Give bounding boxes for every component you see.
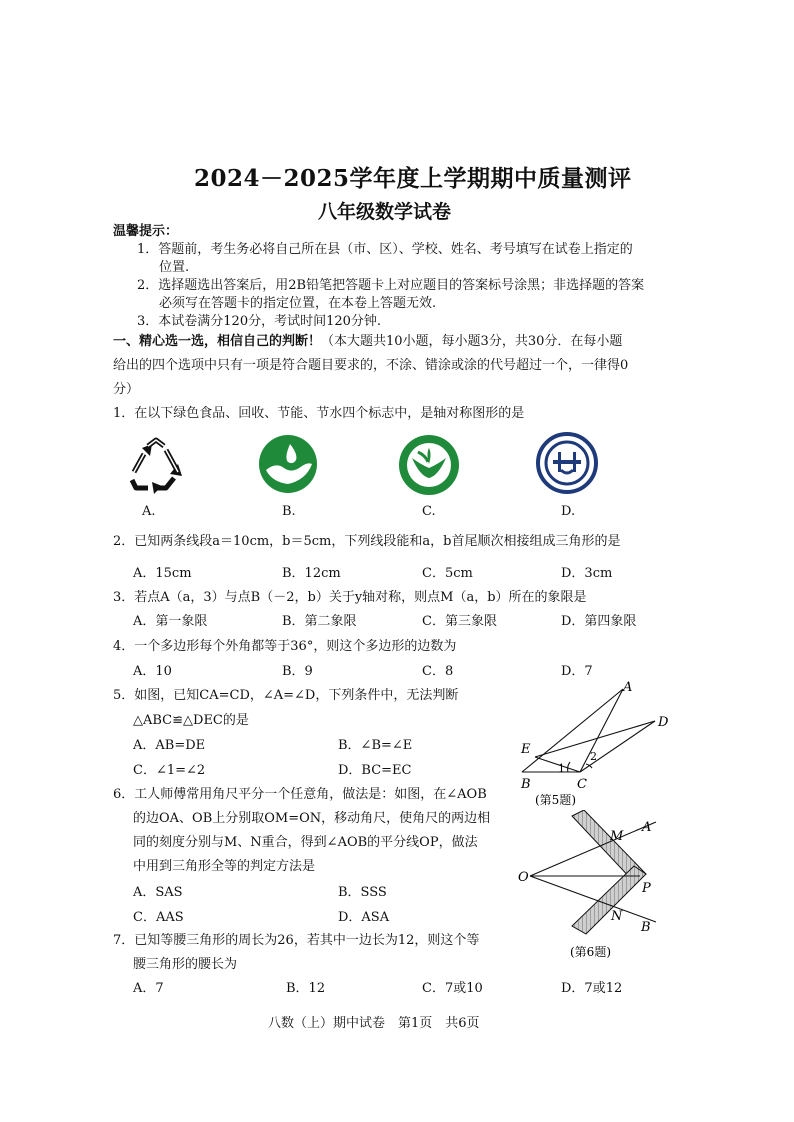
question-3-option-a: A．第一象限 <box>133 614 208 629</box>
energy-saving-logo-icon <box>536 432 598 494</box>
question-3-option-d: D．第四象限 <box>561 614 637 629</box>
question-1-option-b: B. <box>282 504 296 519</box>
fig5-label-b: B <box>521 777 531 792</box>
figure-6-diagram <box>514 810 674 965</box>
fig5-label-c: C <box>577 777 587 792</box>
question-3-option-b: B．第二象限 <box>282 614 357 629</box>
question-6-stem-line-4: 中用到三角形全等的判定方法是 <box>133 859 316 874</box>
tip-2-line-1: 2．选择题选出答案后，用2B铅笔把答题卡上对应题目的答案标号涂黑；非选择题的答案 <box>137 278 645 293</box>
question-4-option-b: B．9 <box>282 664 313 679</box>
fig6-label-m: M <box>610 829 624 844</box>
question-6-stem-line-3: 同的刻度分别与M、N重合，得到∠AOB的平分线OP，做法 <box>133 835 478 850</box>
tips-heading: 温馨提示： <box>113 224 179 239</box>
question-1-option-c: C. <box>422 504 436 519</box>
question-2-stem: 2．已知两条线段a＝10cm，b＝5cm，下列线段能和a，b首尾顺次相接组成三角形的是 <box>113 534 621 549</box>
question-7-option-b: B．12 <box>286 981 326 996</box>
question-7-stem-line-2: 腰三角形的腰长为 <box>133 957 238 972</box>
question-4-option-d: D．7 <box>561 664 593 679</box>
question-6-option-d: D．ASA <box>338 910 390 925</box>
tip-2-line-2: 必须写在答题卡的指定位置，在本卷上答题无效. <box>159 296 437 311</box>
question-5-option-b: B．∠B=∠E <box>338 738 413 753</box>
question-6-option-b: B．SSS <box>338 885 387 900</box>
question-5-option-d: D．BC=EC <box>338 763 412 778</box>
question-7-option-a: A．7 <box>133 981 164 996</box>
fig6-label-b: B <box>641 920 651 935</box>
fig6-label-n: N <box>611 909 623 924</box>
section-1-line-3: 分） <box>113 382 140 397</box>
figure-5-caption: (第5题) <box>535 793 576 807</box>
fig5-label-d: D <box>658 715 669 730</box>
question-5-option-c: C．∠1=∠2 <box>133 763 206 778</box>
question-2-option-a: A．15cm <box>133 566 192 581</box>
water-saving-logo-icon <box>258 434 318 494</box>
recycle-logo-icon <box>128 436 184 494</box>
section-1-line-1 <box>113 333 622 351</box>
section-1-heading: 一、精心选一选，相信自己的判断！ <box>113 334 322 349</box>
section-1-intro: （本大题共10小题，每小题3分，共30分．在每小题 <box>321 334 623 349</box>
fig5-label-2: 2 <box>590 750 597 763</box>
fig6-label-a: A <box>642 820 652 835</box>
question-2-option-d: D．3cm <box>561 566 613 581</box>
question-3-option-c: C．第三象限 <box>422 614 497 629</box>
question-4-option-c: C．8 <box>422 664 454 679</box>
page-subtitle: 八年级数学试卷 <box>318 201 452 223</box>
figure-5-diagram <box>510 680 680 810</box>
question-6-option-c: C．AAS <box>133 910 184 925</box>
question-5-stem-line-2: △ABC≌△DEC的是 <box>133 713 249 728</box>
angle-ruler <box>572 810 646 934</box>
tip-1-line-1: 1．答题前，考生务必将自己所在县（市、区）、学校、姓名、考号填写在试卷上指定的 <box>137 242 633 257</box>
question-6-option-a: A．SAS <box>133 885 183 900</box>
question-7-option-d: D．7或12 <box>561 981 623 996</box>
figure-6-caption: (第6题) <box>570 945 611 959</box>
question-2-option-b: B．12cm <box>282 566 341 581</box>
question-4-option-a: A．10 <box>133 664 172 679</box>
question-7-stem-line-1: 7．已知等腰三角形的周长为26，若其中一边长为12，则这个等 <box>113 933 480 948</box>
fig6-label-p: P <box>642 881 651 896</box>
question-6-stem-line-1: 6．工人师傅常用角尺平分一个任意角，做法是：如图，在∠AOB <box>113 787 487 802</box>
green-food-logo-icon <box>398 434 460 496</box>
question-5-option-a: A．AB=DE <box>133 738 206 753</box>
question-2-option-c: C．5cm <box>422 566 473 581</box>
fig5-label-1: 1 <box>558 762 565 775</box>
fig5-label-e: E <box>521 742 531 757</box>
question-1-option-d: D. <box>561 504 576 519</box>
question-1-stem: 1．在以下绿色食品、回收、节能、节水四个标志中，是轴对称图形的是 <box>113 406 525 421</box>
fig5-label-a: A <box>623 680 633 695</box>
question-5-stem-line-1: 5．如图，已知CA=CD，∠A=∠D，下列条件中，无法判断 <box>113 688 459 703</box>
section-1-line-2: 给出的四个选项中只有一项是符合题目要求的，不涂、错涂或涂的代号超过一个，一律得0 <box>113 358 629 373</box>
question-3-stem: 3．若点A（a，3）与点B（－2，b）关于y轴对称，则点M（a，b）所在的象限是 <box>113 590 587 605</box>
question-6-stem-line-2: 的边OA、OB上分别取OM=ON，移动角尺，使角尺的两边相 <box>133 811 491 826</box>
tip-3: 3．本试卷满分120分，考试时间120分钟. <box>137 314 382 329</box>
fig6-label-o: O <box>518 870 529 885</box>
question-4-stem: 4．一个多边形每个外角都等于36°，则这个多边形的边数为 <box>113 639 457 654</box>
question-7-option-c: C．7或10 <box>422 981 483 996</box>
question-1-option-a: A. <box>142 504 156 519</box>
page-footer: 八数（上）期中试卷 第1页 共6页 <box>268 1016 480 1031</box>
page-title: 2024－2025学年度上学期期中质量测评 <box>194 165 632 192</box>
tip-1-line-2: 位置. <box>159 260 190 275</box>
